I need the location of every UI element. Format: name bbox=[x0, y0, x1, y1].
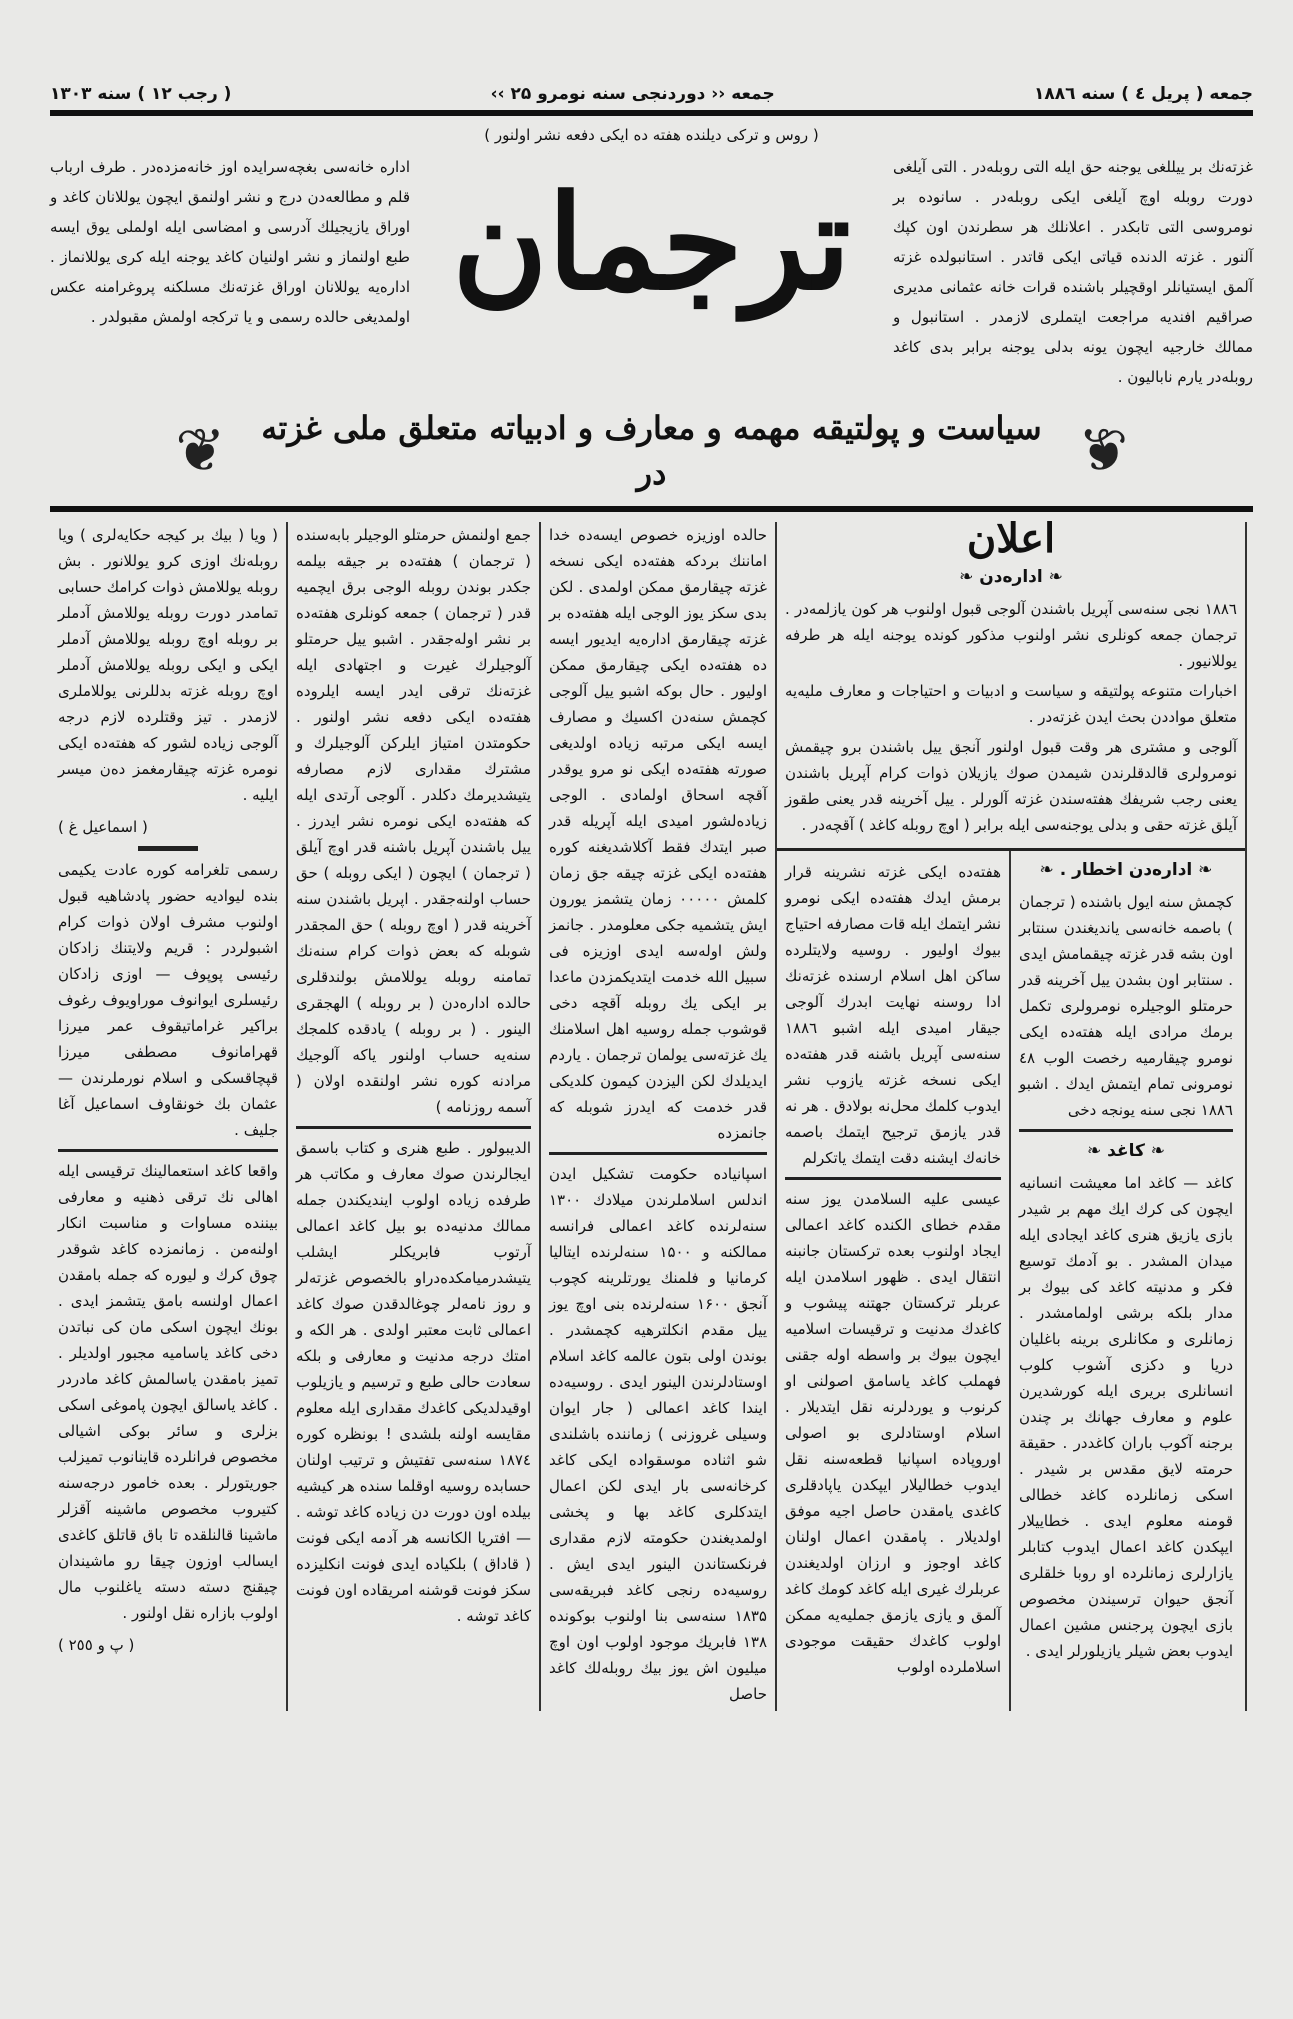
masthead-title: ترجمان bbox=[452, 166, 851, 319]
signature: ( اسماعیل غ ) bbox=[58, 817, 148, 836]
section-rule bbox=[785, 1177, 1001, 1180]
right-sub-columns bbox=[777, 851, 1245, 1711]
section-rule bbox=[296, 1126, 531, 1129]
column-5-bottom: واقعا کاغد استعمالینك ترقیسی ایله اهالی نك ترقی ذهنیه و معارفی بیننده مساوات و مناسبت انکار اولنه‌من . زمانمزده کاغد شوقدر چوق کرك و لیوره که جمله بامقدن اعمال اولنسه بامق یتشمز ایدی . بونك ایچون اسکی مان کی نباتدن دخی کاغد یاسامیه مجبور اولدیلر . تمیز بامقدن یاسالمش کاغد مادر‌در . کاغد یاسالق ایچون پاموغی اسکی بزلری و سائر بوکی اشیالی مخصوص فرانلرده قاینانوب تمیزلب جوریتورلر . بعده خامور درجه‌سنه کتیروب مخصوص ماشینه آقزلر ماشینا قالنلقده تا باق قاتلق کاغدی ایسالب اوزون چیقا رو ماشیندان چیقنج دسته دسته یاغلنوب مال اولوب بازاره نقل اولنور . bbox=[58, 1161, 278, 1622]
masthead-slogan: سیاست و پولتیقه مهمه و معارف و ادبیاته متعلق ملی غزته در bbox=[261, 409, 1042, 492]
publication-note: ( روس و ترکی دیلنده هفته ده ایکی دفعه نشر اولنور ) bbox=[484, 126, 819, 144]
section-rule bbox=[549, 1152, 767, 1155]
column-3-top: حالده اوزیزه خصوص ایسه‌ده خدا اماننك بردکه هفته‌ده ایکی نسخه غزته چیقارمق ممکن اولمدی . لکن بدی سکز یوز الوجی ایله هفته‌ده بر غزته چیقارمق اداره‌یه ایدیور ایسه ده هفته‌ده ایکی چیقارمق ممکن اولیور . حال بوکه اشبو ییل آلوجی کچمش سنه‌دن اکسیك و مصارف ایسه ایکی مرتبه زیاده اولدیغی صورته هفته‌ده ایکی نو مرو یوقدر آقچه اسحاق اولمادی . الوجی زیاده‌لشور امیدی ایله آپریله قدر صبر ایتدك فقط آکلاشدیغنه کوره هفته‌ده ایکی غزته چیقه جق زمان کلمش ۰۰۰۰۰ زمان یتشمز یورون ایش یتشمیه جکی معلومدر . جانمز ولش اوله‌سه ایدی اوزیزه فی سبیل الله خدمت ایتدیکمزدن ماعدا بر ایکی یك روبله آقچه دخی قوشوب جمله روسیه اهل اسلامنك یك غزته‌سی یولمان ترجمان . یاردم ایدیلدك لکن الیزدن کیمون کلدیکی قدر خدمت که ایدرز شوبله که جانمزده bbox=[549, 525, 767, 1142]
hijri-date: ( رجب ۱۲ ) سنه ۱۳۰۳ bbox=[50, 84, 232, 104]
issue-number: جمعه ‹‹ دوردنجی سنه نومرو ۲۵ ›› bbox=[490, 84, 775, 104]
ornament-right-icon: ❦ bbox=[1077, 415, 1128, 486]
column-2 bbox=[777, 851, 1009, 1711]
notice-title: ❧ اداره‌دن اخطار . ❧ bbox=[1039, 859, 1213, 880]
continuation-mark: ( پ و ٢٥٥ ) bbox=[58, 1635, 135, 1654]
notice-text: کچمش سنه ایول باشنده ( ترجمان ) باصمه خانه‌سی یاندیغندن سنتابر اون بشه قدر غزته چیقمامش ایدی . سنتابر اون بشدن ییل آخرینه قدر حرمتلو الوجیلره نومرولری تکمل برمك مرادی ایله هفته‌ده ایکی نومرو چیقارمیه رخصت الوب ٤۸ نومرونی تمام ایتمش ایدك . اشبو ۱۸۸٦ نجی سنه یونجه دخی bbox=[1019, 892, 1233, 1119]
right-column-group bbox=[775, 514, 1247, 1711]
paper-article-title: ❧ کاغد ❧ bbox=[1086, 1140, 1166, 1161]
gregorian-date: جمعه ( پریل ٤ ) سنه ۱۸۸٦ bbox=[1033, 84, 1253, 104]
column-1 bbox=[1009, 851, 1241, 1711]
column-5-middle: رسمی تلغرامه کوره عادت یکیمی بنده لیوادیه حضور پادشاهیه قبول اولنوب مشرف اولان ذوات کرام اشبولردر : قریم ولایتنك زادکان رئیسی پوپوف — اوزی زادکان رئیسلری ایوانوف موراویوف رغوف براکیر غراماتیقوف عمر میرزا قهرامانوف مصطفی میرزا قپچاقسکی و اسلام نورملرندن — عثمان بك خونقاوف اسماعیل آغا جلیف . bbox=[58, 860, 278, 1139]
masthead-area bbox=[50, 152, 1253, 392]
body-columns bbox=[50, 514, 1253, 1711]
announcement-paragraph: اخبارات متنوعه پولتیقه و سیاست و ادبیات و احتیاجات و معارف ملیه‌یه متعلق مواددن بحث ایدن غزته‌در . bbox=[785, 681, 1237, 726]
announcement-paragraph: آلوجی و مشتری هر وقت قبول اولنور آنجق ییل باشندن برو چیقمش نومرولری قالدقلرندن شیمدن صوك یازیلان ذوات کرام آپریل باشندن یعنی رجب شریفك هفته‌سندن غزته آلورلر . ییل آخرینه قدر یعنی طقوز آیلق غزته حقی و بدلی یوجنه‌سی ایله برابر ( اوچ روبله کاغد ) آقچه‌در . bbox=[785, 737, 1237, 834]
column-4-bottom: الدیبولور . طبع هنری و کتاب باسمق ایجالرندن صوك معارف و مکاتب هر طرفده زیاده اولوب ایندیکندن جمله ممالك مدنیه‌ده بو بیل کاغد اعمالی آرتوب فابریکلر ایشلب یتیشدرمیامکده‌دراو بالخصوص غزته‌لر و روز نامه‌لر چوغالدقدن صوك کاغد اعمالی ثابت معتبر اولدی . هر الکه و امتك درجه مدنیت و معارفی و بلکه سعادت حالی طبع و ترسیم و یازیلوب اوقیدلدیکی کاغدك مقداری ایله معلوم مقایسه اولنه بلشدی ! بونظره کوره ۱۸۷٤ سنه‌سی تفتیش و ترتیب اولنان حسابده روسیه اوقلما سنده هر کیشیه بیلده اون دورت دن زیاده کاغد توشه . — افتریا الکانسه هر آدمه ایکی فونت ( قاداق ) بلکیاده ایدی فونت انکلیزده سکز فونت قوشنه امریقاده اون فونت کاغد توشه . bbox=[296, 1138, 531, 1625]
announcement-from: ❧ اداره‌دن ❧ bbox=[959, 566, 1063, 587]
notice-title-label: اداره‌دن اخطار . bbox=[1059, 859, 1193, 880]
masthead-rule bbox=[50, 506, 1253, 512]
announcement-title: اعلان bbox=[966, 514, 1056, 562]
ornament-left-icon: ❦ bbox=[175, 415, 226, 486]
column-5-top: ( ویا ( بیك بر کیجه حکایه‌لری ) ویا روبله‌نك اوزی کرو یوللانور . بش روبله یوللامش ذوات کرامك حسابی تمامدر دورت روبله یوللامش آدملر بر روبله اوچ روبله یوللامش آدملر ایکی و ایکی روبله یوللامش آدملر اوچ روبله غزته بدللرنی یوللاملری لازمدر . تیز وقتلرده لازم درجه آلوجی زیاده لشور که هفته‌ده ایکی نومره غزته چیقارمغمز ده‌ن میسر ایلیه . bbox=[58, 525, 278, 804]
slogan-row bbox=[50, 406, 1253, 496]
announcement-paragraph: ۱۸۸٦ نجی سنه‌سی آپریل باشندن آلوجی قبول اولنوب هر کون یازلمه‌در . ترجمان جمعه کونلری نشر اولنوب مذکور کونده یوجنه ایله هر طرفه یوللانیور . bbox=[785, 599, 1237, 670]
section-rule bbox=[58, 1149, 278, 1152]
announcement-section bbox=[777, 514, 1245, 842]
paper-article-text: کاغد — کاغد اما معیشت انسانیه ایچون کی کرك ایك مهم بر شیدر بازی یازیق هنری کاغد ایجادی ایله میدان المشدر . بو آدمك توسیع فکر و مدنیته کاغد کی بیوك بر مدار بلکه برشی اولمامشدر . زمانلری و مکانلری برینه باغلیان دریا و دکزی آشوب کلوب انسانلری بریری ایله کورشدیرن علوم و معارف جهانك بر چندن برجنه آکوب باران کاغد‌در . حقیقة حرمته لایق مقدس بر شیدر . اسکی زمانلرده کاغد خطالی قومنه معلوم ایدی . خطاییلار ایپکدن کاغد اعمال ایدوب کتابلر یازارلری زمانلرده او روبا خلقلری آنجق حیوان ترسیندن مخصوص بازی ایچون پرجنس مشین اعمال ایدوب بعض شیلر یازیلورلر ایدی . bbox=[1019, 1173, 1233, 1660]
column-3-bottom: اسپانیاده حکومت تشکیل ایدن اندلس اسلاملرندن میلادك ۱۳۰۰ سنه‌لرنده کاغد اعمالی فرانسه ممالکنه و ۱۵۰۰ سنه‌لرنده ایتالیا کرمانیا و فلمنك یورتلرینه کچوب آنجق ۱۶۰۰ سنه‌لرنده بنی اوچ یوز ییل مقدم انکلترهیه کچمشدر . بوندن اولی بتون عالمه کاغد اسلام اوستادلرندن الینور ایدی . روسیه‌ده ایندا کاغد اعمالی ( جار ایوان وسیلی غروزنی ) زماننده باشلندی شو اثناده موسقواده ایکی کاغد کرخانه‌سی بار ایدی لکن اعمال ایتدکلری کاغد بها و پخشی اولمدیغندن حکومته لازم مقداری فرنکستاندن الینور ایدی ایش . روسیه‌ده رنجی کاغد فبریقه‌سی ۱۸۳۵ سنه‌سی بنا اولنوب بوکونده ۱۳۸ فابریك موجود اولوب اون اوچ میلیون اش یوز بیك روبله‌لك کاغد حاصل bbox=[549, 1164, 767, 1703]
section-rule bbox=[138, 846, 198, 851]
column-2-bottom: عیسی علیه السلامدن یوز سنه مقدم خطای الکنده کاغد اعمالی ایجاد اولنوب بعده ترکستان جانبنه انتقال ایدی . ظهور اسلامدن ایله عربلر ترکستان جهتنه پیشوب و کاغدك مدنیت و ترقیسات اسلامیه ایچون بیوك بر واسطه اوله جقنی فهملب کاغد یاسامق اصولنی او کرنوب و یوردلرنه نقل ایتدیلار . اسلام اوستادلری بو اصولی اوروپاده اسپانیا قطعه‌سنه نقل ایدوب خطالیلار ایپکدن یاپادقلری کاغدی یامقدن حاصل اجیه موفق اولدیلار . پامقدن اعمال اولنان کاغد اوجوز و ارزان اولدیغندن عربلرك غیری ایله کاغد کومك کاغد آلمق و یازی یازمق جملیه‌یه ممکن اولوب کاغدك حقیقت موجودی اسلاملرده اولوب bbox=[785, 1189, 1001, 1676]
announcement-from-label: اداره‌دن bbox=[979, 566, 1043, 587]
editorial-office-info: اداره خانه‌سی بغچه‌سرایده اوز خانه‌مزده‌در . طرف ارباب قلم و مطالعه‌دن درج و نشر اولنمق ایچون یوللانان کاغد و اوراق یازیجیلك آدرسی و امضاسی ایله اولملی یوق ایسه طبع اولنماز و نشر اولنیان کاغد یوجنه ایله کری یوللانماز . اداره‌یه یوللانان اوراق غزته‌نك مسلکنه پروغرامنه عکس اولمدیغی حالده رسمی و یا ترکجه اولمش مقبولدر . bbox=[50, 158, 410, 326]
section-rule bbox=[1019, 1129, 1233, 1132]
paper-article-title-label: کاغد bbox=[1107, 1140, 1145, 1161]
header-line bbox=[50, 84, 1253, 104]
column-3 bbox=[539, 522, 775, 1711]
column-5 bbox=[50, 522, 286, 1711]
header-rule bbox=[50, 110, 1253, 116]
column-4-top: جمع اولنمش حرمتلو الوجیلر بابه‌سنده ( ترجمان ) هفته‌ده بر جیقه بیلمه جکدر بوندن روبله الوجی برق ایچمیه قدر ( ترجمان ) جمعه کونلری هفته‌ده بر نشر اوله‌جقدر . اشبو ییل حرمتلو آلوجیلرك غیرت و اجتهادی ایله غزته‌نك ترقی ایدر ایسه ایلروده هفته‌ده ایکی دفعه نشر اولنور . حکومتدن امتیاز ایلرکن آلوجیلرك و مشترك مقداری لازم مصارفه یتیشدیرمك دکلدر . آلوجی آرتدی ایله که هفته‌ده ایکی نومره نشر ایدرز . ییل باشندن آپریل باشنه قدر اوچ آیلق ( ترجمان ) ایچون ( ایکی روبله ) حق حساب اولنه‌جقدر . اپریل باشندن سنه آخرینه قدر ( اوچ روبله ) حق المجقدر شوبله که بعض ذوات کرام سنه‌نك تمامنه روبله یوللامش بولندقلری حالده اداره‌دن ( بر روبله ) الهجقری الینور . ( بر روبله ) یادقده کلمجك سنه‌یه حساب اولنور یاکه آلوجیك مرادنه کوره نشر اولنقده اولان ( آسمه روزنامه ) bbox=[296, 525, 531, 1116]
column-2-top: هفته‌ده ایکی غزته نشرینه قرار برمش ایدك هفته‌ده ایکی نومرو نشر ایتمك ایله قات مصارفه احتیاج بیوك اولیور . روسیه ولایتلرده ساکن اهل اسلام ارسنده غزته‌نك ادا روسنه نهایت ابدرك آلوجی جیقار امیدی ایله اشبو ۱۸۸٦ سنه‌سی آپریل باشنه قدر هفته‌ده ایکی نسخه غزته یازوب نشر ایدوب کلمك محل‌نه بولادق . هر نه قدر یازمق ترجیح ایتمك باصمه خانه‌ك ایشنه دقت ایتمك یاتکرلم bbox=[785, 862, 1001, 1167]
subscription-info: غزته‌نك بر ییللغی یوجنه حق ایله التی روبله‌در . التی آیلغی دورت روبله اوچ آیلغی ایکی روبله‌در . سانوده بر نومروسی التی تابکدر . اعلانلك هر سطرندن اون کپك آلنور . غزته الدنده قیاتی ایکی قاتدر . استانبولده غزته آلمق ایستیانلر اوقچیلر باشنده قرات خانه عثمانی مدیری صراقیم افندیه مراجعت ایتملری لازمدر . استانبول و ممالك خارجیه ایچون یونه بدلی یوجنه برابر بدی کاغد روبله‌در یارم نابالیون . bbox=[893, 158, 1253, 386]
column-4 bbox=[286, 522, 539, 1711]
